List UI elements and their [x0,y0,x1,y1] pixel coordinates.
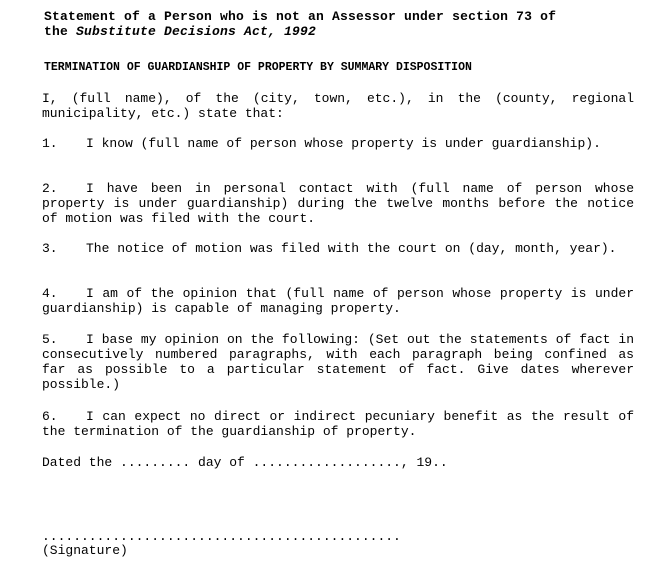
act-name: Substitute Decisions Act, 1992 [76,24,317,39]
paragraph-5 [42,332,634,392]
title-line-1: Statement of a Person who is not an Assessor under section 73 of [44,9,557,24]
paragraph-text: I am of the opinion that (full name of person whose property is under guardianship) is capable of managing property. [42,286,634,316]
paragraph-1 [42,136,634,151]
paragraph-number: 1. [42,136,58,151]
paragraph-4 [42,286,634,316]
paragraph-number: 3. [42,241,58,256]
paragraph-text: The notice of motion was filed with the court on (day, month, year). [86,241,617,256]
title-line-2 [44,24,644,39]
paragraph-3 [42,241,634,256]
signature-label: (Signature) [42,543,128,558]
paragraph-number: 6. [42,409,58,424]
document-title [44,9,644,39]
paragraph-number: 4. [42,286,58,301]
signature-line: .............................................. [42,529,401,544]
intro-paragraph: I, (full name), of the (city, town, etc.), in the (county, regional municipality, etc.) state that: [42,91,634,121]
title-line-2-prefix: the [44,24,77,39]
paragraph-text: I base my opinion on the following: (Set out the statements of fact in consecutively numbered paragraphs, with each paragraph being confined as far as possible to a particular statement of fact. Give dates wherever possible.) [42,332,634,392]
paragraph-text: I know (full name of person whose property is under guardianship). [86,136,601,151]
paragraph-6 [42,409,634,439]
paragraph-number: 2. [42,181,58,196]
dated-line: Dated the ......... day of ..................., 19.. [42,455,448,470]
paragraph-2 [42,181,634,226]
section-heading: TERMINATION OF GUARDIANSHIP OF PROPERTY BY SUMMARY DISPOSITION [44,61,472,74]
paragraph-text: I can expect no direct or indirect pecuniary benefit as the result of the termination of the guardianship of property. [42,409,634,439]
paragraph-text: I have been in personal contact with (full name of person whose property is under guardianship) during the twelve months before the notice of motion was filed with the court. [42,181,634,226]
paragraph-number: 5. [42,332,58,347]
